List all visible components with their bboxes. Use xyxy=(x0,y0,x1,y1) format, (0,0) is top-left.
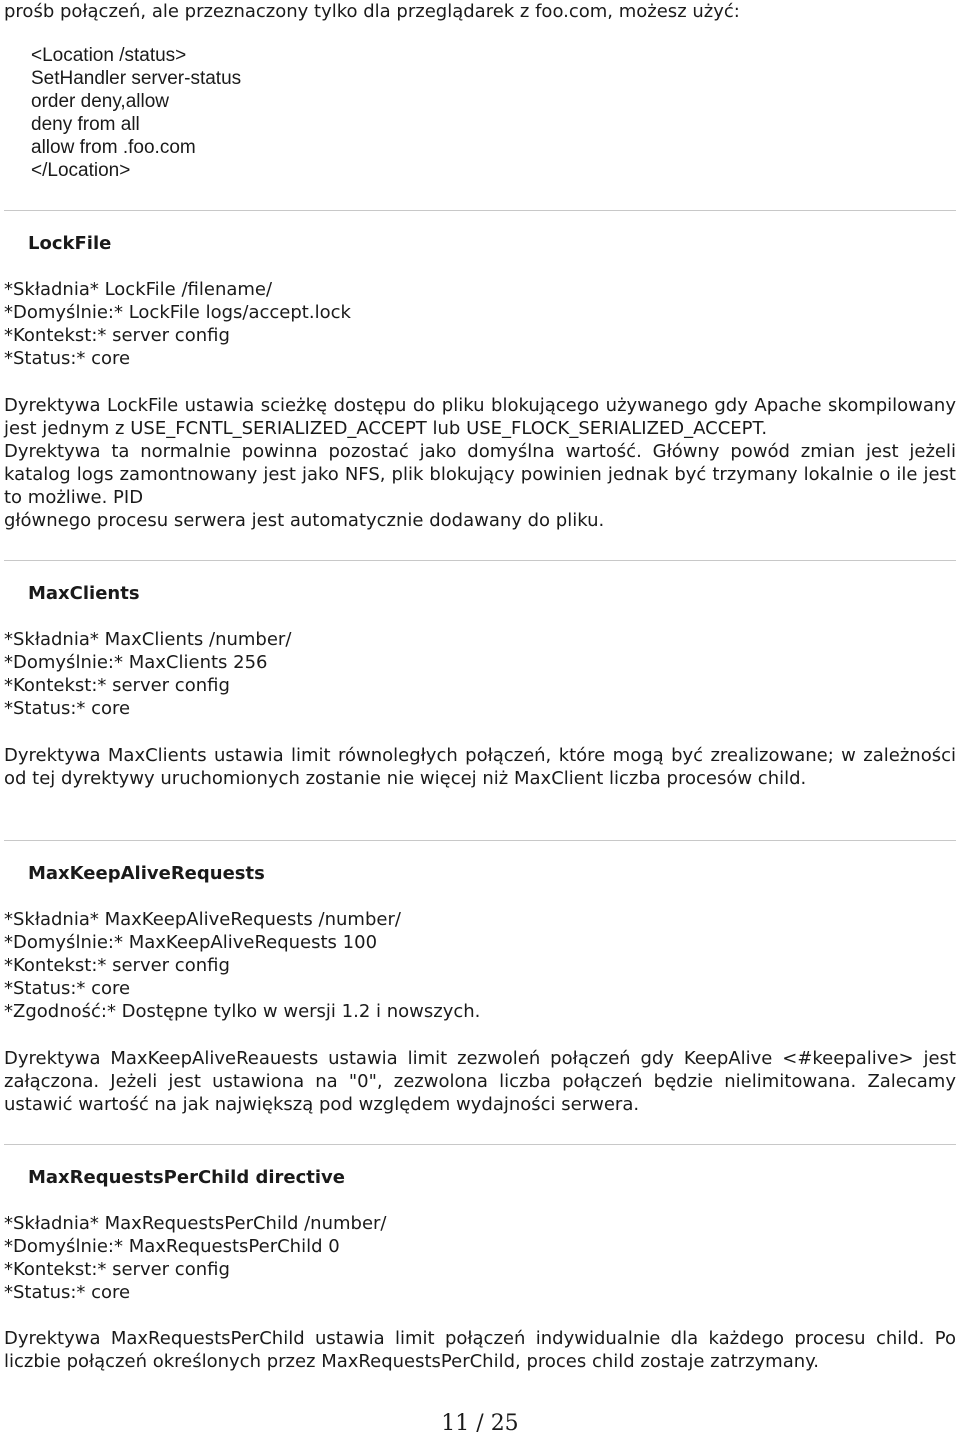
code-line: order deny,allow xyxy=(31,91,170,112)
code-line: allow from .foo.com xyxy=(31,137,196,158)
section-heading-lockfile: LockFile xyxy=(28,233,112,254)
page-number: 11 / 25 xyxy=(441,1411,519,1436)
directive-syntax: *Składnia* MaxClients /number/ xyxy=(4,629,292,650)
code-line: deny from all xyxy=(31,114,140,135)
directive-compatibility: *Zgodność:* Dostępne tylko w wersji 1.2 i nowszych. xyxy=(4,1001,481,1022)
directive-default: *Domyślnie:* LockFile logs/accept.lock xyxy=(4,302,351,323)
directive-context: *Kontekst:* server config xyxy=(4,1259,230,1280)
directive-context: *Kontekst:* server config xyxy=(4,325,230,346)
directive-status: *Status:* core xyxy=(4,698,131,719)
section-divider xyxy=(4,210,956,211)
directive-syntax: *Składnia* MaxKeepAliveRequests /number/ xyxy=(4,909,401,930)
directive-status: *Status:* core xyxy=(4,348,131,369)
directive-status: *Status:* core xyxy=(4,978,131,999)
directive-default: *Domyślnie:* MaxClients 256 xyxy=(4,652,268,673)
directive-description: Dyrektywa MaxClients ustawia limit równoległych połączeń, które mogą być zrealizowane; w zależności od tej dyrektywy uruchomionych zostanie nie więcej niż MaxClient liczba procesów child. xyxy=(4,745,956,789)
code-line: SetHandler server-status xyxy=(31,68,242,89)
directive-status: *Status:* core xyxy=(4,1282,131,1303)
directive-context: *Kontekst:* server config xyxy=(4,675,230,696)
section-heading-maxkeepalive: MaxKeepAliveRequests xyxy=(28,863,265,884)
directive-context: *Kontekst:* server config xyxy=(4,955,230,976)
section-divider xyxy=(4,840,956,841)
directive-description: Dyrektywa ta normalnie powinna pozostać jako domyślna wartość. Główny powód zmian jest jeżeli katalog logs zamontnowany jest jako NFS, plik blokujący powinien jednak być trzymany lokalnie o ile jest to możliwe. PID xyxy=(4,441,956,508)
directive-default: *Domyślnie:* MaxRequestsPerChild 0 xyxy=(4,1236,340,1257)
directive-syntax: *Składnia* LockFile /filename/ xyxy=(4,279,273,300)
section-divider xyxy=(4,560,956,561)
section-divider xyxy=(4,1144,956,1145)
directive-description: Dyrektywa MaxRequestsPerChild ustawia limit połączeń indywidualnie dla każdego procesu child. Po liczbie połączeń określonych przez MaxRequestsPerChild, proces child zostaje zatrzymany. xyxy=(4,1328,956,1372)
directive-default: *Domyślnie:* MaxKeepAliveRequests 100 xyxy=(4,932,378,953)
directive-syntax: *Składnia* MaxRequestsPerChild /number/ xyxy=(4,1213,387,1234)
directive-description: Dyrektywa MaxKeepAliveReauests ustawia limit zezwoleń połączeń gdy KeepAlive <#keepalive> jest załączona. Jeżeli jest ustawiona na "0", zezwolona liczba połączeń będzie nielimitowana. Zalecamy ustawić wartość na jak największą pod względem wydajności serwera. xyxy=(4,1048,956,1115)
section-heading-maxrequests: MaxRequestsPerChild directive xyxy=(28,1167,345,1188)
directive-description: głównego procesu serwera jest automatycznie dodawany do pliku. xyxy=(4,510,605,531)
directive-description: Dyrektywa LockFile ustawia scieżkę dostępu do pliku blokującego używanego gdy Apache skompilowany jest jednym z USE_FCNTL_SERIALIZED_ACCEPT lub USE_FLOCK_SERIALIZED_ACCEPT. xyxy=(4,395,956,439)
code-line: <Location /status> xyxy=(31,45,187,66)
section-heading-maxclients: MaxClients xyxy=(28,583,140,604)
intro-text: prośb połączeń, ale przeznaczony tylko dla przeglądarek z foo.com, możesz użyć: xyxy=(4,1,740,22)
code-line: </Location> xyxy=(31,160,131,181)
